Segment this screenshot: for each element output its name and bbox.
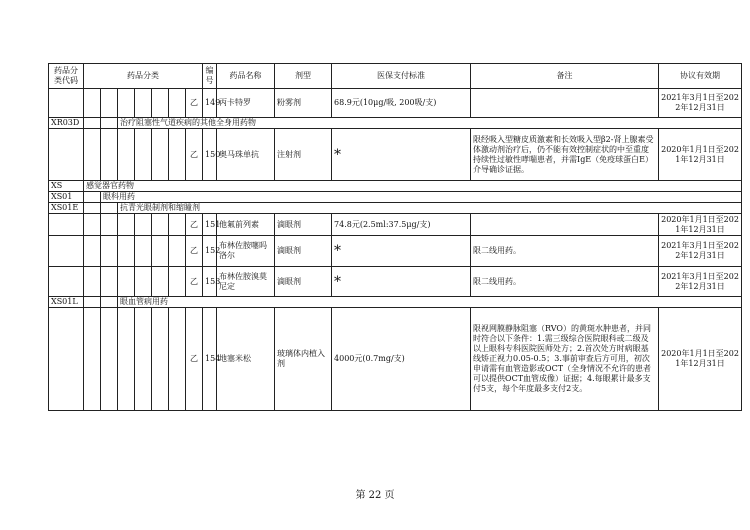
drug-std: * [332, 236, 471, 267]
drug-num: 150 [203, 129, 217, 181]
category-code: XS01L [49, 297, 84, 308]
drug-class: 乙 [186, 308, 203, 411]
drug-period: 2020年1月1日至2021年12月31日 [659, 214, 742, 236]
drug-note: 限二线用药。 [471, 267, 659, 297]
drug-name: 布林佐胺溴莫尼定 [217, 267, 275, 297]
category-code: XS [49, 181, 84, 192]
drug-note: 限视网膜静脉阻塞（RVO）的黄斑水肿患者，并同时符合以下条件：1.需三级综合医院眼科或二级及以上眼科专科医院医师处方；2.首次处方时病眼基线矫正视力0.05-0.5；3.事前审查后方可用，初次申请需有血管造影或OCT（全身情况不允许的患者可以提供OCT血管成像）证据；4.每眼累计最多支付5支，每个年度最多支付2支。 [471, 308, 659, 411]
header-row [49, 64, 742, 89]
header-note: 备注 [471, 64, 659, 89]
header-form: 剂型 [275, 64, 332, 89]
category-row [49, 118, 742, 129]
drug-period: 2020年1月1日至2021年12月31日 [659, 308, 742, 411]
drug-std: * [332, 267, 471, 297]
category-row [49, 203, 742, 214]
category-row [49, 192, 742, 203]
drug-row [49, 214, 742, 236]
header-category: 药品分类 [84, 64, 203, 89]
drug-name: 奥马珠单抗 [217, 129, 275, 181]
drug-note: 限二线用药。 [471, 236, 659, 267]
drug-row [49, 308, 742, 411]
header-name: 药品名称 [217, 64, 275, 89]
drug-num: 153 [203, 267, 217, 297]
drug-std: 74.8元(2.5ml:37.5μg/支) [332, 214, 471, 236]
drug-name: 他氟前列素 [217, 214, 275, 236]
drug-period: 2021年3月1日至2022年12月31日 [659, 89, 742, 118]
drug-name: 布林佐胺噻吗洛尔 [217, 236, 275, 267]
drug-form: 滴眼剂 [275, 236, 332, 267]
drug-form: 玻璃体内植入剂 [275, 308, 332, 411]
drug-class: 乙 [186, 267, 203, 297]
drug-table [48, 63, 742, 411]
drug-class: 乙 [186, 89, 203, 118]
drug-row [49, 89, 742, 118]
drug-std: 4000元(0.7mg/支) [332, 308, 471, 411]
drug-num: 149 [203, 89, 217, 118]
drug-num: 152 [203, 236, 217, 267]
drug-class: 乙 [186, 129, 203, 181]
drug-period: 2021年3月1日至2022年12月31日 [659, 267, 742, 297]
drug-num: 151 [203, 214, 217, 236]
drug-name: 丙卡特罗 [217, 89, 275, 118]
header-num: 编号 [203, 64, 217, 89]
header-code: 药品分类代码 [49, 64, 84, 89]
category-code: XS01 [49, 192, 84, 203]
drug-std: * [332, 129, 471, 181]
drug-period: 2021年3月1日至2022年12月31日 [659, 236, 742, 267]
category-label: 眼科用药 [101, 192, 742, 203]
drug-class: 乙 [186, 236, 203, 267]
category-label: 抗青光眼制剂和缩瞳剂 [118, 203, 742, 214]
drug-row [49, 236, 742, 267]
category-code: XS01E [49, 203, 84, 214]
page-number: 第 22 页 [355, 490, 395, 501]
drug-std: 68.9元(10μg/吸, 200吸/支) [332, 89, 471, 118]
drug-note: 限经吸入型糖皮质激素和长效吸入型β2-肾上腺素受体激动剂治疗后，仍不能有效控制症状的中至重度持续性过敏性哮喘患者，并需IgE（免疫球蛋白E）介导确诊证据。 [471, 129, 659, 181]
category-label: 治疗阻塞性气道疾病的其他全身用药物 [118, 118, 742, 129]
drug-class: 乙 [186, 214, 203, 236]
drug-period: 2020年1月1日至2021年12月31日 [659, 129, 742, 181]
category-row [49, 181, 742, 192]
category-label: 感觉器官药物 [84, 181, 742, 192]
header-period: 协议有效期 [659, 64, 742, 89]
drug-form: 注射剂 [275, 129, 332, 181]
category-label: 眼血管病用药 [118, 297, 742, 308]
drug-form: 滴眼剂 [275, 267, 332, 297]
header-std: 医保支付标准 [332, 64, 471, 89]
drug-form: 粉雾剂 [275, 89, 332, 118]
category-row [49, 297, 742, 308]
drug-name: 地塞米松 [217, 308, 275, 411]
drug-num: 154 [203, 308, 217, 411]
drug-row [49, 267, 742, 297]
drug-note [471, 89, 659, 118]
drug-form: 滴眼剂 [275, 214, 332, 236]
drug-note [471, 214, 659, 236]
drug-row [49, 129, 742, 181]
category-code: XR03D [49, 118, 84, 129]
